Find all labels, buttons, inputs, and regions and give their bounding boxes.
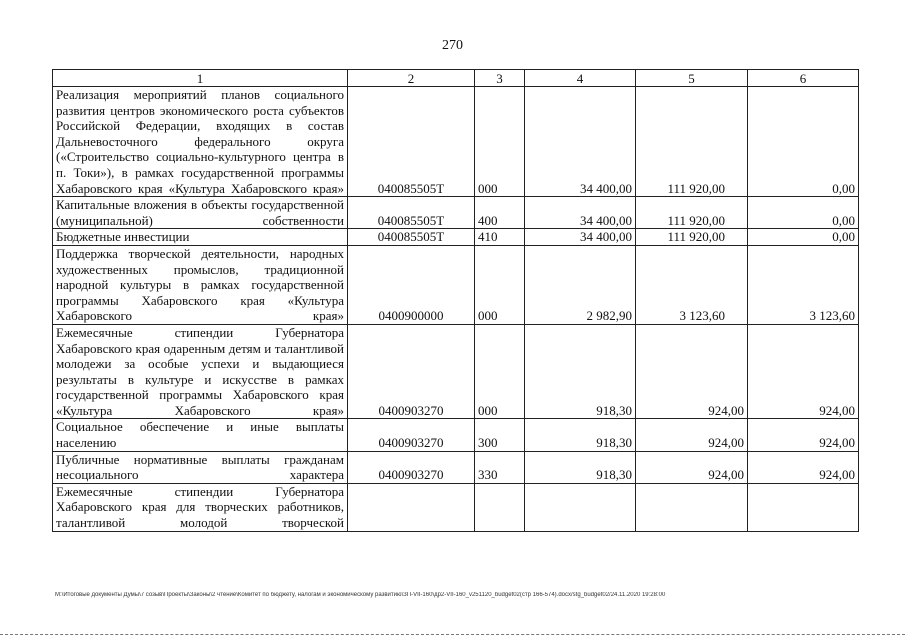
column-header: 5 — [636, 70, 748, 87]
row-amount-col4: 34 400,00 — [525, 87, 636, 197]
row-amount-col6 — [748, 483, 859, 531]
table-row — [53, 229, 859, 246]
row-expense-type: 000 — [475, 87, 525, 197]
row-expense-type: 330 — [475, 451, 525, 483]
table-header-row — [53, 70, 859, 87]
row-amount-col5 — [636, 483, 748, 531]
row-target-code: 0400900000 — [348, 245, 475, 324]
row-description: Реализация мероприятий планов социального развития центров экономического роста субъектов Российской Федерации, входящих в состав Дальневосточного федерального округа («Строительство социально-культурного центра в п. Токи»), в рамках государственной программы Хабаровского края «Культура Хабаровского края» — [53, 87, 348, 197]
row-target-code: 0400903270 — [348, 451, 475, 483]
row-description: Публичные нормативные выплаты гражданам несоциального характера — [53, 451, 348, 483]
row-amount-col6: 924,00 — [748, 324, 859, 419]
row-expense-type: 000 — [475, 245, 525, 324]
row-target-code: 040085505Т — [348, 229, 475, 246]
row-amount-col5: 111 920,00 — [636, 87, 748, 197]
row-amount-col4: 918,30 — [525, 324, 636, 419]
row-amount-col5: 3 123,60 — [636, 245, 748, 324]
row-target-code: 0400903270 — [348, 419, 475, 451]
table-row — [53, 87, 859, 197]
page-number: 270 — [442, 38, 463, 53]
column-header: 6 — [748, 70, 859, 87]
row-amount-col4: 2 982,90 — [525, 245, 636, 324]
table-row — [53, 324, 859, 419]
table-row — [53, 419, 859, 451]
row-target-code: 040085505Т — [348, 197, 475, 229]
table-row — [53, 451, 859, 483]
column-header: 1 — [53, 70, 348, 87]
footer-file-path: M:\Итоговые документы Думы\7 созыв\Проекты\Законы\2 чтение\Комитет по бюджету, налогам и экономическому развитию\ЗП-VII-160\др2-VII-160_v251120_budget02(стр 166-574).docx/stg_budget02/24.11.2020 19:28:00 — [55, 592, 666, 598]
row-expense-type: 400 — [475, 197, 525, 229]
column-header: 4 — [525, 70, 636, 87]
row-description: Капитальные вложения в объекты государственной (муниципальной) собственности — [53, 197, 348, 229]
table-row — [53, 245, 859, 324]
row-expense-type — [475, 483, 525, 531]
row-amount-col6: 924,00 — [748, 419, 859, 451]
row-amount-col4: 918,30 — [525, 419, 636, 451]
row-amount-col6: 924,00 — [748, 451, 859, 483]
row-description: Бюджетные инвестиции — [53, 229, 348, 246]
row-amount-col6: 0,00 — [748, 197, 859, 229]
row-amount-col4 — [525, 483, 636, 531]
row-amount-col6: 3 123,60 — [748, 245, 859, 324]
row-amount-col5: 111 920,00 — [636, 229, 748, 246]
column-header: 2 — [348, 70, 475, 87]
row-description: Социальное обеспечение и иные выплаты населению — [53, 419, 348, 451]
row-expense-type: 000 — [475, 324, 525, 419]
row-amount-col5: 111 920,00 — [636, 197, 748, 229]
row-amount-col4: 34 400,00 — [525, 197, 636, 229]
row-description: Ежемесячные стипендии Губернатора Хабаровского края одаренным детям и талантливой молодежи за особые успехи и выдающиеся результаты в культуре и искусстве в рамках государственной программы Хабаровского края «Культура Хабаровского края» — [53, 324, 348, 419]
budget-table — [52, 69, 859, 532]
table-row — [53, 197, 859, 229]
row-amount-col5: 924,00 — [636, 451, 748, 483]
row-description: Поддержка творческой деятельности, народных художественных промыслов, традиционной народной культуры в рамках государственной программы Хабаровского края «Культура Хабаровского края» — [53, 245, 348, 324]
row-expense-type: 410 — [475, 229, 525, 246]
row-target-code: 0400903270 — [348, 324, 475, 419]
row-target-code: 040085505Т — [348, 87, 475, 197]
row-amount-col4: 918,30 — [525, 451, 636, 483]
row-amount-col6: 0,00 — [748, 229, 859, 246]
row-description: Ежемесячные стипендии Губернатора Хабаровского края для творческих работников, талантливой молодой творческой — [53, 483, 348, 531]
row-amount-col5: 924,00 — [636, 324, 748, 419]
row-amount-col5: 924,00 — [636, 419, 748, 451]
column-header: 3 — [475, 70, 525, 87]
row-amount-col6: 0,00 — [748, 87, 859, 197]
row-amount-col4: 34 400,00 — [525, 229, 636, 246]
page-bottom-rule — [0, 634, 905, 635]
row-expense-type: 300 — [475, 419, 525, 451]
table-row — [53, 483, 859, 531]
row-target-code — [348, 483, 475, 531]
